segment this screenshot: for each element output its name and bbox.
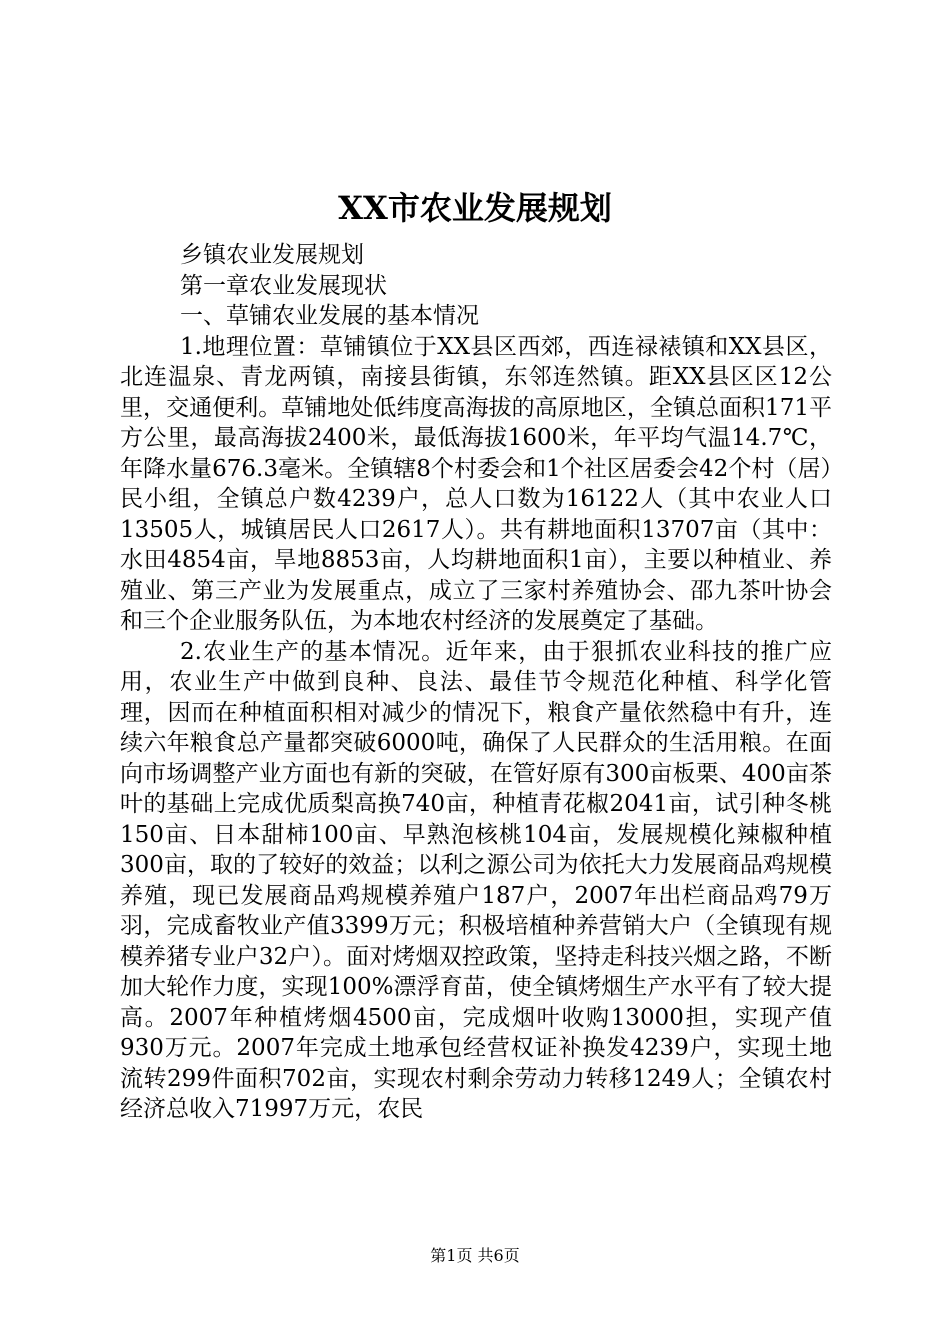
paragraph-section-heading: 一、草铺农业发展的基本情况: [180, 303, 479, 329]
document-title: XX市农业发展规划: [338, 189, 612, 227]
paragraph-subtitle: 乡镇农业发展规划: [180, 242, 364, 268]
document-body: [120, 240, 832, 1125]
page-number-footer: 第1页 共6页: [430, 1246, 520, 1265]
paragraph-chapter-heading: 第一章农业发展现状: [180, 272, 387, 299]
paragraph-geography: 1.地理位置：草铺镇位于XX县区西郊，西连禄裱镇和XX县区，北连温泉、青龙两镇，南接县街镇，东邻连然镇。距XX县区区12公里，交通便利。草铺地处低纬度高海拔的高原地区，全镇总面积171平方公里，最高海拔2400米，最低海拔1600米，年平均气温14.7℃，年降水量676.3毫米。全镇辖8个村委会和1个社区居委会42个村（居）民小组，全镇总户数4239户，总人口数为16122人（其中农业人口13505人，城镇居民人口2617人）。共有耕地面积13707亩（其中：水田4854亩，旱地8853亩，人均耕地面积1亩），主要以种植业、养殖业、第三产业为发展重点，成立了三家村养殖协会、邵九茶叶协会和三个企业服务队伍，为本地农村经济的发展奠定了基础。: [120, 333, 832, 634]
paragraph-agriculture-production: 2.农业生产的基本情况。近年来，由于狠抓农业科技的推广应用，农业生产中做到良种、良法、最佳节令规范化种植、科学化管理，因而在种植面积相对减少的情况下，粮食产量依然稳中有升，连续六年粮食总产量都突破6000吨，确保了人民群众的生活用粮。在面向市场调整产业方面也有新的突破，在管好原有300亩板栗、400亩茶叶的基础上完成优质梨高换740亩，种植青花椒2041亩，试引种冬桃150亩、日本甜柿100亩、早熟泡核桃104亩，发展规模化辣椒种植300亩，取的了较好的效益；以利之源公司为依托大力发展商品鸡规模养殖，现已发展商品鸡规模养殖户187户，2007年出栏商品鸡79万羽，完成畜牧业产值3399万元；积极培植种养营销大户（全镇现有规模养猪专业户32户）。面对烤烟双控政策，坚持走科技兴烟之路，不断加大轮作力度，实现100%漂浮育苗，使全镇烤烟生产水平有了较大提高。2007年种植烤烟4500亩，完成烟叶收购13000担，实现产值930万元。2007年完成土地承包经营权证补换发4239户，实现土地流转299件面积702亩，实现农村剩余劳动力转移1249人；全镇农村经济总收入71997万元，农民: [120, 638, 832, 1122]
